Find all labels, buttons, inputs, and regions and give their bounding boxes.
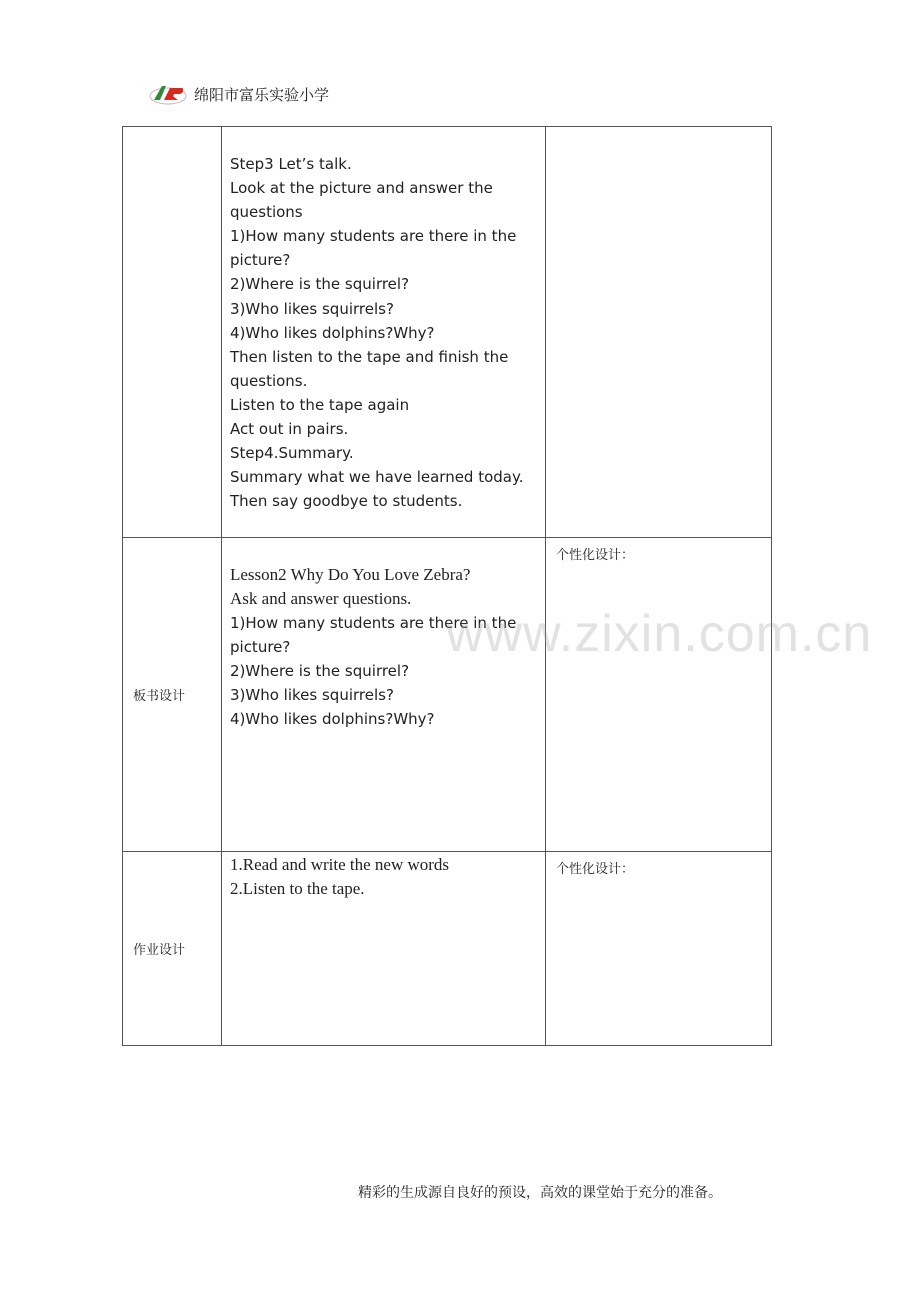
personalized-design-note: 个性化设计： [556, 862, 635, 877]
content-line: 1)How many students are there in the [230, 614, 517, 632]
step-content [222, 127, 545, 513]
content-line: Act out in pairs. [230, 420, 349, 439]
content-line: Then say goodbye to students. [230, 492, 463, 511]
watermark-text: www.zixin.com.cn [446, 605, 873, 663]
content-line: 2)Where is the squirrel? [230, 275, 410, 294]
content-cell [222, 127, 546, 538]
homework-block [222, 852, 545, 901]
row-label-board-design: 板书设计 [133, 689, 186, 704]
content-line: questions. [230, 371, 308, 390]
table-row [123, 538, 772, 852]
content-line: 4)Who likes dolphins?Why? [230, 710, 435, 729]
content-line: Then listen to the tape and finish the [230, 347, 509, 366]
content-line: Step4.Summary. [230, 444, 354, 463]
homework-line: 1.Read and write the new words [230, 855, 450, 874]
content-line: picture? [230, 638, 291, 657]
row-label-cell [123, 538, 222, 852]
table-row [123, 852, 772, 1046]
page-header [148, 78, 329, 110]
content-line: Step3 Let’s talk. [230, 155, 352, 173]
board-title: Lesson2 Why Do You Love Zebra? [230, 565, 471, 584]
footer-motto: 精彩的生成源自良好的预设，高效的课堂始于充分的准备。 [358, 1185, 722, 1201]
row-label-homework-design: 作业设计 [133, 943, 186, 958]
note-cell [546, 127, 772, 538]
homework-line: 2.Listen to the tape. [230, 879, 365, 898]
row-label-cell [123, 852, 222, 1046]
content-line: 3)Who likes squirrels? [230, 686, 394, 705]
school-logo-icon [148, 80, 188, 108]
personalized-design-note: 个性化设计： [556, 548, 635, 563]
content-line: 3)Who likes squirrels? [230, 299, 394, 318]
table-row [123, 127, 772, 538]
content-line: Listen to the tape again [230, 395, 410, 414]
content-cell [222, 538, 546, 852]
content-line: Summary what we have learned today. [230, 468, 524, 487]
content-line: 2)Where is the squirrel? [230, 662, 410, 681]
note-cell [546, 852, 772, 1046]
content-line: 1)How many students are there in the [230, 227, 517, 246]
content-cell [222, 852, 546, 1046]
school-name: 绵阳市富乐实验小学 [194, 85, 330, 104]
lesson-plan-table [122, 126, 772, 1046]
board-title-block [222, 538, 545, 611]
content-line: picture? [230, 251, 291, 270]
content-line: Look at the picture and answer the [230, 179, 493, 198]
content-line: questions [230, 203, 303, 222]
board-questions [222, 611, 545, 731]
note-cell [546, 538, 772, 852]
row-label-cell [123, 127, 222, 538]
content-line: 4)Who likes dolphins?Why? [230, 323, 435, 342]
board-subtitle: Ask and answer questions. [230, 589, 412, 608]
